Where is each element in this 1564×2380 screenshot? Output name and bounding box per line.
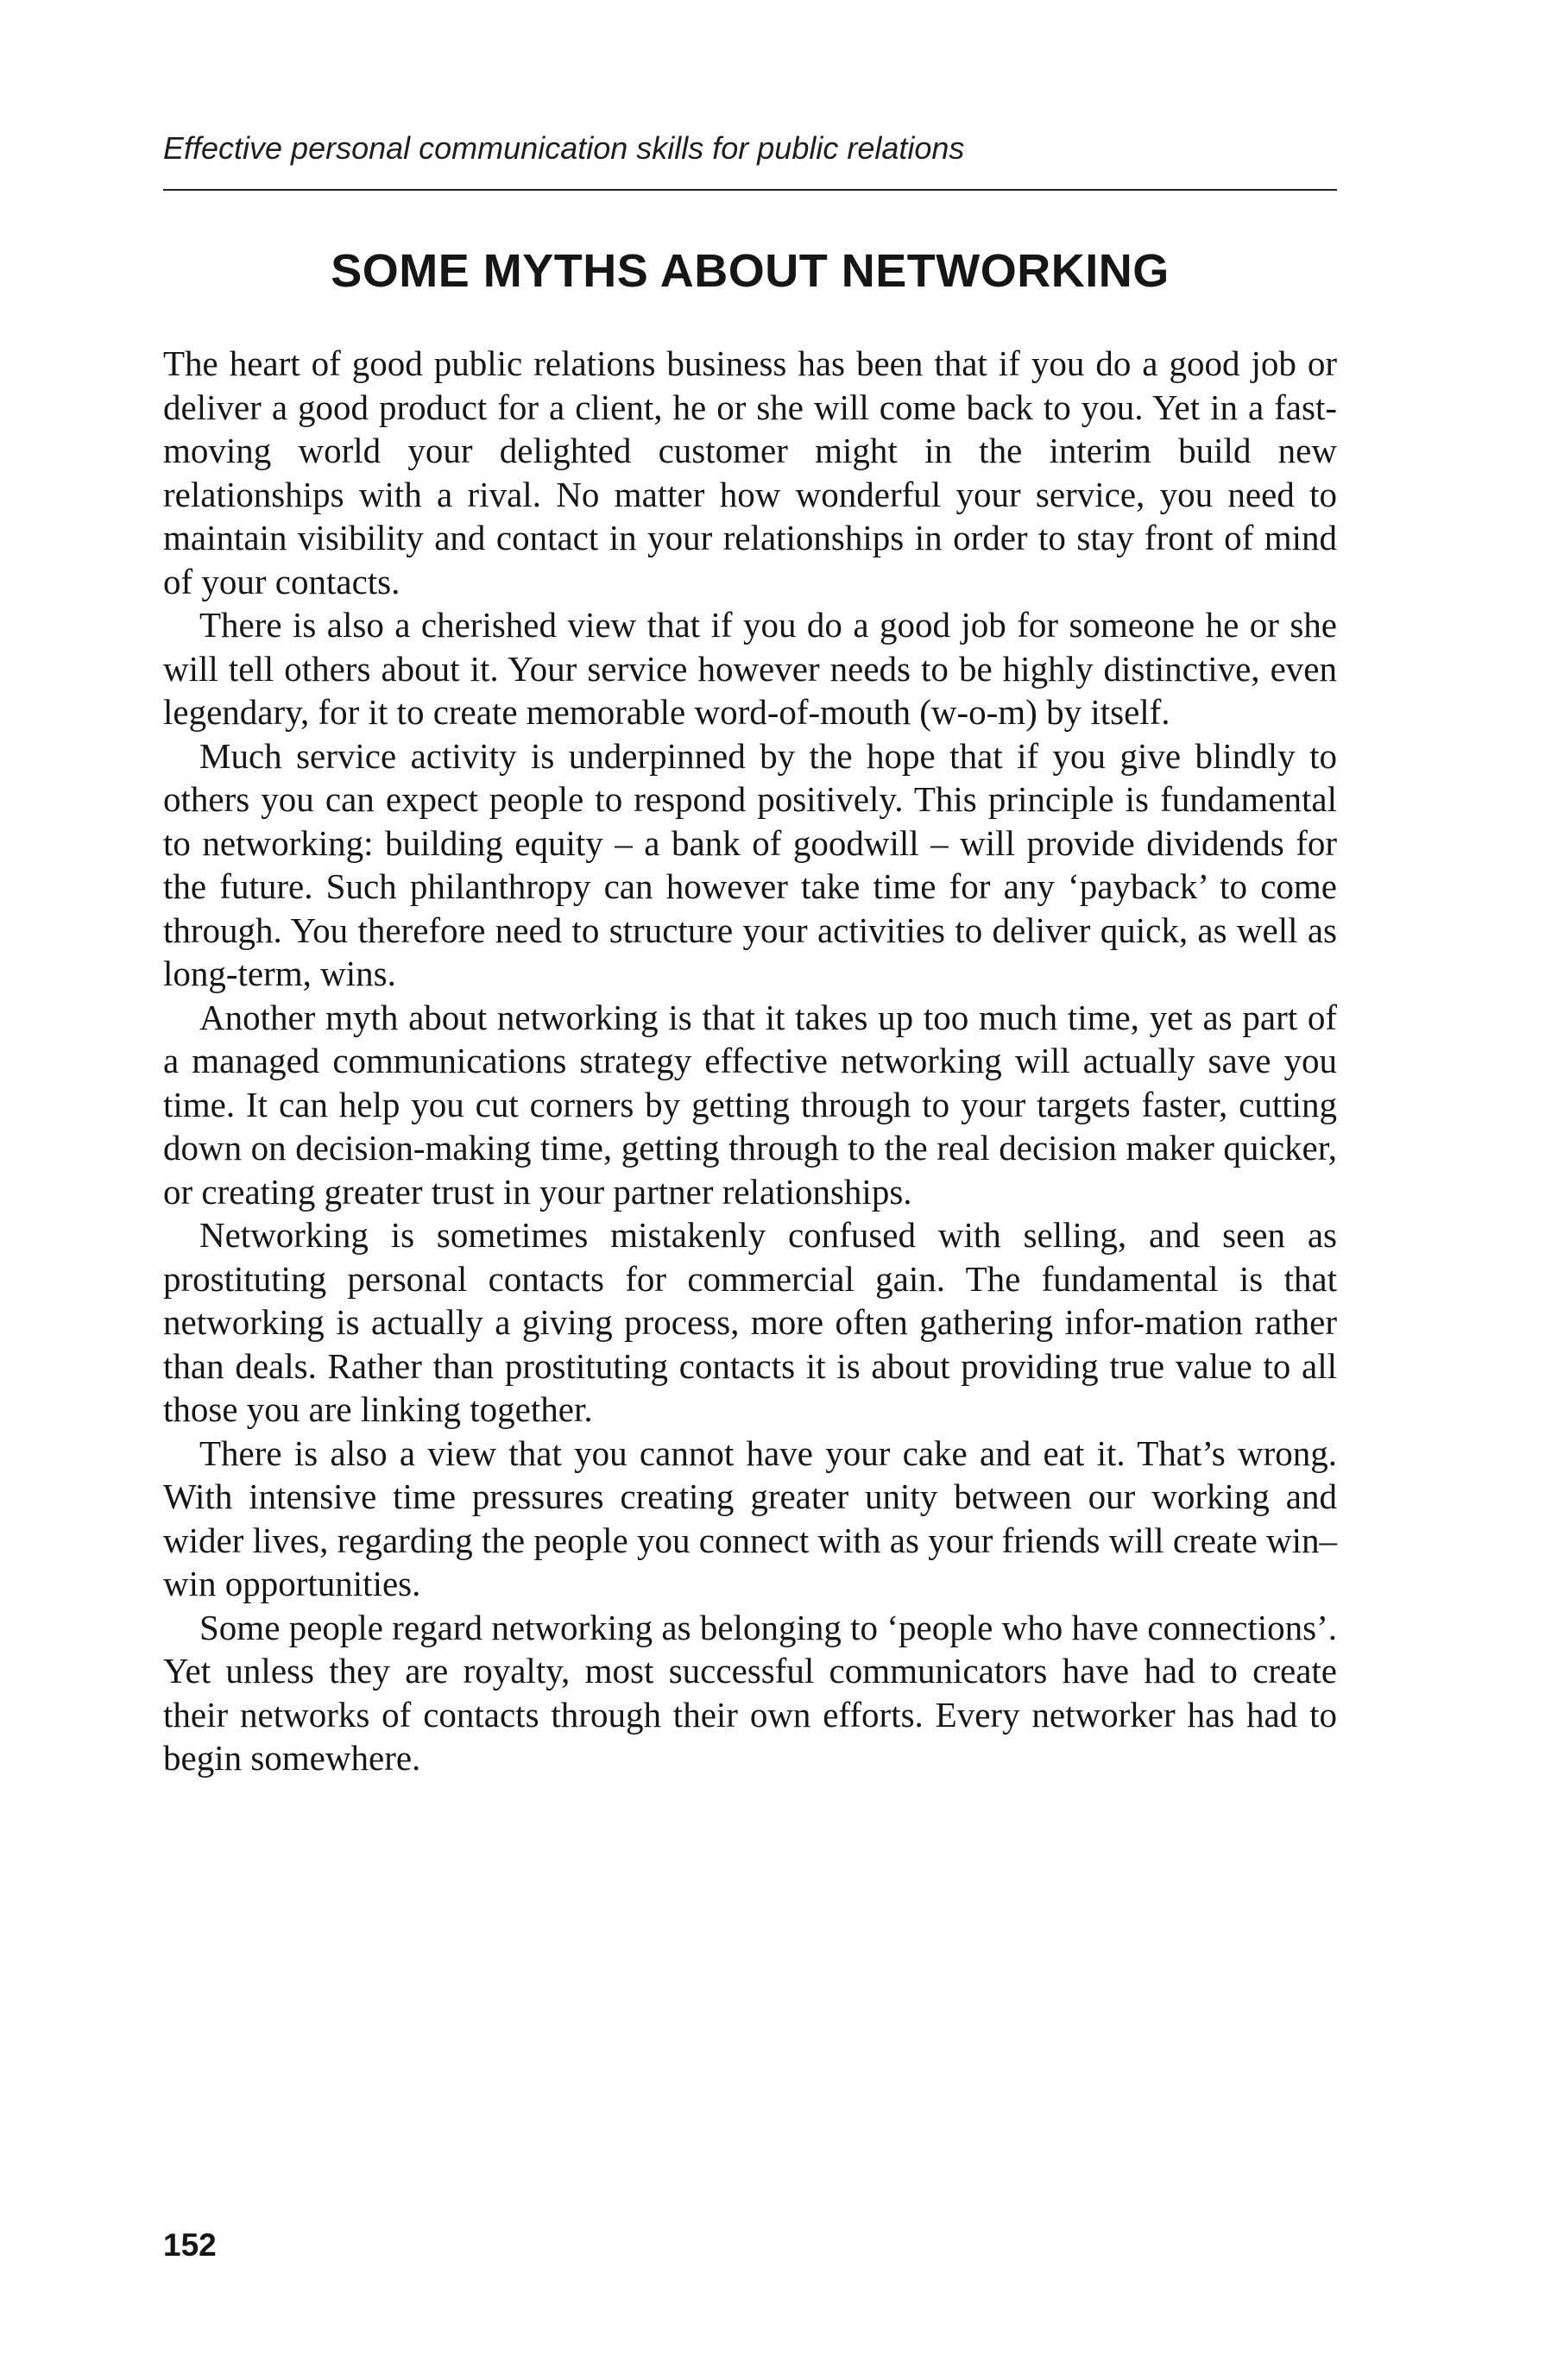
header-rule bbox=[163, 189, 1337, 191]
body-text bbox=[163, 342, 1337, 1780]
paragraph-1: The heart of good public relations business has been that if you do a good job or deliver a good product for a client, he or she will come back to you. Yet in a fast-moving world your delighted customer might in the interim build new relationships with a rival. No matter how wonderful your service, you need to maintain visibility and contact in your relationships in order to stay front of mind of your contacts. bbox=[163, 343, 1337, 601]
page-number: 152 bbox=[163, 2227, 217, 2263]
paragraph-2: There is also a cherished view that if you do a good job for someone he or she will tell others about it. Your service however needs to be highly distinctive, even legendary, for it to create memorable word-of-mouth (w-o-m) by itself. bbox=[163, 605, 1337, 732]
paragraph-3: Much service activity is underpinned by the hope that if you give blindly to others you can expect people to respond positively. This principle is fundamental to networking: building equity – a bank of goodwill – will provide dividends for the future. Such philanthropy can however take time for any ‘payback’ to come through. You therefore need to structure your activities to deliver quick, as well as long-term, wins. bbox=[163, 735, 1337, 993]
paragraph-4: Another myth about networking is that it takes up too much time, yet as part of a managed communications strategy effective networking will actually save you time. It can help you cut corners by getting through to your targets faster, cutting down on decision-making time, getting through to the real decision maker quicker, or creating greater trust in your partner relationships. bbox=[163, 997, 1337, 1212]
paragraph-7: Some people regard networking as belonging to ‘people who have connections’. Yet unless they are royalty, most successful communicators have had to create their networks of contacts through their own efforts. Every networker has had to begin somewhere. bbox=[163, 1607, 1337, 1778]
section-heading: SOME MYTHS ABOUT NETWORKING bbox=[331, 245, 1170, 297]
running-head: Effective personal communication skills for public relations bbox=[163, 130, 965, 166]
paragraph-6: There is also a view that you cannot have your cake and eat it. That’s wrong. With intensive time pressures creating greater unity between our working and wider lives, regarding the people you connect with as your friends will create win–win opportunities. bbox=[163, 1432, 1337, 1603]
paragraph-5: Networking is sometimes mistakenly confused with selling, and seen as prostituting personal contacts for commercial gain. The fundamental is that networking is actually a giving process, more often gathering infor-mation rather than deals. Rather than prostituting contacts it is about providing true value to all those you are linking together. bbox=[163, 1215, 1337, 1429]
